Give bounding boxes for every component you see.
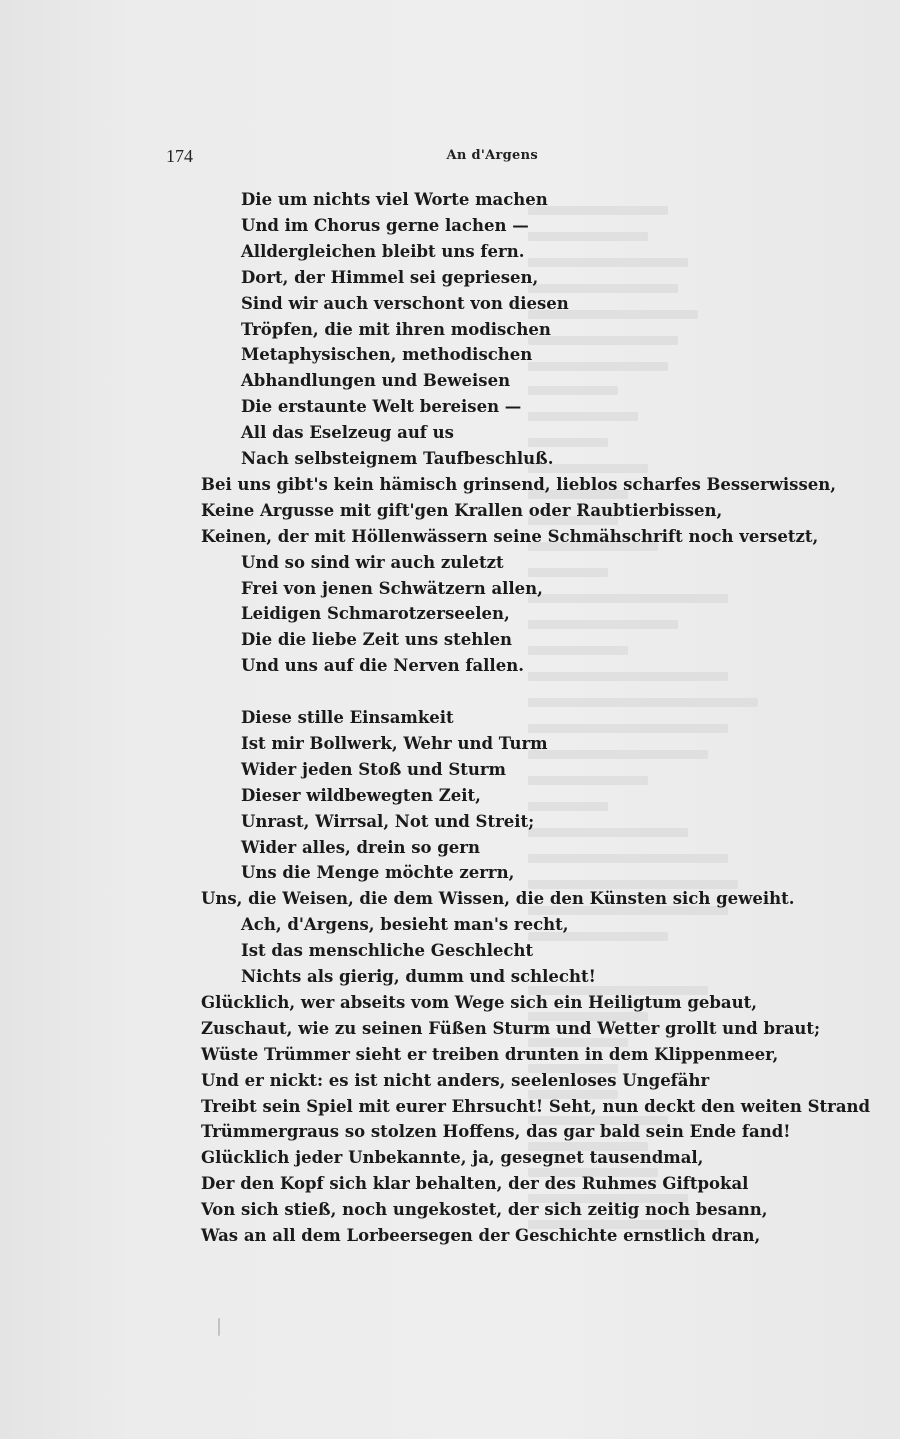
- poem-line: Und so sind wir auch zuletzt: [241, 552, 504, 572]
- show-through-line: [528, 672, 728, 681]
- running-head: An d'Argens: [446, 148, 538, 163]
- poem-line: Ist das menschliche Geschlecht: [241, 941, 534, 961]
- poem-line: Wider jeden Stoß und Sturm: [241, 759, 507, 779]
- show-through-line: [528, 854, 728, 863]
- show-through-line: [528, 828, 688, 837]
- poem-line: Ach, d'Argens, besieht man's recht,: [241, 915, 569, 935]
- poem-line: Treibt sein Spiel mit eurer Ehrsucht! Seht, nun deckt den weiten Strand: [201, 1096, 871, 1116]
- poem-line: Sind wir auch verschont von diesen: [241, 293, 569, 313]
- show-through-line: [528, 258, 688, 267]
- show-through-line: [528, 750, 708, 759]
- poem-line: Und uns auf die Nerven fallen.: [241, 656, 524, 676]
- pencil-mark: [218, 1318, 220, 1336]
- show-through-line: [528, 776, 648, 785]
- show-through-line: [528, 568, 608, 577]
- poem-line: Glücklich jeder Unbekannte, ja, gesegnet tausendmal,: [201, 1148, 704, 1168]
- poem-line: Bei uns gibt's kein hämisch grinsend, lieblos scharfes Besserwissen,: [201, 474, 836, 494]
- show-through-line: [528, 724, 728, 733]
- poem-line: Die die liebe Zeit uns stehlen: [241, 630, 513, 650]
- poem-line: Nach selbsteignem Taufbeschluß.: [241, 449, 554, 468]
- poem-line: Wider alles, drein so gern: [241, 837, 480, 857]
- poem-line: Was an all dem Lorbeersegen der Geschichte ernstlich dran,: [201, 1226, 761, 1245]
- poem-line: All das Eselzeug auf us: [241, 423, 454, 443]
- poem-line: Alldergleichen bleibt uns fern.: [241, 241, 525, 261]
- page-number: 174: [166, 146, 193, 166]
- show-through-line: [528, 386, 618, 395]
- poem-line: Unrast, Wirrsal, Not und Streit;: [241, 811, 535, 831]
- poem-line: Frei von jenen Schwätzern allen,: [241, 578, 543, 598]
- show-through-line: [528, 438, 608, 447]
- poem-line: Von sich stieß, noch ungekostet, der sich zeitig noch besann,: [201, 1200, 768, 1220]
- poem-line: Nichts als gierig, dumm und schlecht!: [241, 967, 596, 986]
- poem-line: Dieser wildbewegten Zeit,: [241, 785, 481, 805]
- poem-line: Und er nickt: es ist nicht anders, seelenloses Ungefähr: [201, 1070, 710, 1090]
- poem-line: Leidigen Schmarotzerseelen,: [241, 604, 510, 624]
- poem-line: Keinen, der mit Höllenwässern seine Schmähschrift noch versetzt,: [201, 526, 819, 546]
- poem-line: Tröpfen, die mit ihren modischen: [241, 319, 551, 339]
- poem-line: Uns die Menge möchte zerrn,: [241, 863, 515, 883]
- show-through-line: [528, 412, 638, 421]
- poem-line: Metaphysischen, methodischen: [241, 345, 533, 365]
- show-through-line: [528, 880, 738, 889]
- show-through-line: [528, 594, 728, 603]
- poem-line: Diese stille Einsamkeit: [241, 708, 454, 727]
- poem-line: Die um nichts viel Worte machen: [241, 190, 548, 209]
- poem-line: Der den Kopf sich klar behalten, der des Ruhmes Giftpokal: [201, 1174, 749, 1194]
- poem-line: Trümmergraus so stolzen Hoffens, das gar bald sein Ende fand!: [201, 1122, 791, 1142]
- show-through-line: [528, 362, 668, 371]
- poem-line: Ist mir Bollwerk, Wehr und Turm: [241, 733, 548, 753]
- page-header: [166, 146, 538, 166]
- poem-line: Abhandlungen und Beweisen: [241, 371, 511, 391]
- poem-line: Uns, die Weisen, die dem Wissen, die den Künsten sich geweiht.: [201, 889, 795, 909]
- poem-line: Keine Argusse mit gift'gen Krallen oder Raubtierbissen,: [201, 500, 723, 520]
- show-through-line: [528, 284, 678, 293]
- poem-line: Und im Chorus gerne lachen —: [241, 215, 529, 235]
- poem-line: Glücklich, wer abseits vom Wege sich ein Heiligtum gebaut,: [201, 992, 757, 1012]
- show-through-line: [528, 802, 608, 811]
- show-through-line: [528, 620, 678, 629]
- show-through-line: [528, 206, 668, 215]
- poem-line: Dort, der Himmel sei gepriesen,: [241, 267, 539, 287]
- show-through-line: [528, 646, 628, 655]
- poem-line: Wüste Trümmer sieht er treiben drunten in dem Klippenmeer,: [201, 1044, 779, 1064]
- poem-line: Die erstaunte Welt bereisen —: [241, 397, 522, 417]
- show-through-line: [528, 232, 648, 241]
- poem-line: Zuschaut, wie zu seinen Füßen Sturm und Wetter grollt und braut;: [201, 1018, 821, 1038]
- show-through-line: [528, 698, 758, 707]
